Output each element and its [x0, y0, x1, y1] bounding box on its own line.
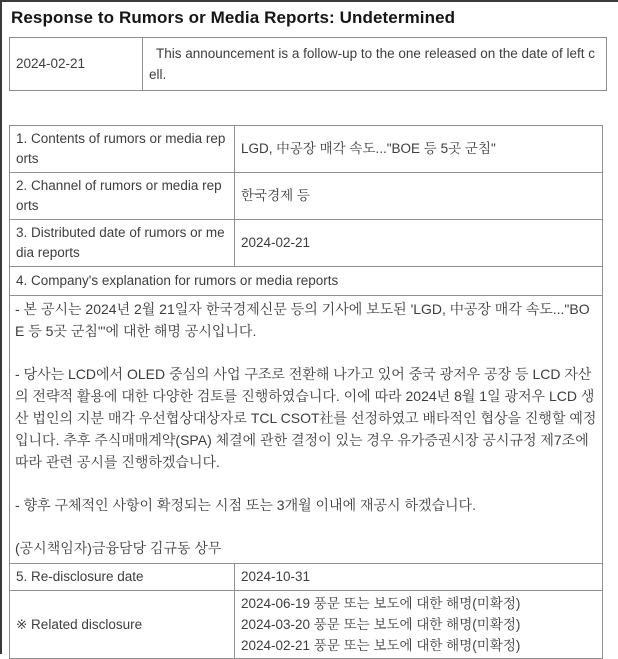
- table-row: [10, 38, 607, 91]
- table-row: [10, 591, 603, 659]
- disclosure-detail-table: [9, 125, 603, 659]
- table-row: [10, 173, 603, 220]
- row-label-channel: 2. Channel of rumors or media reports: [10, 173, 235, 220]
- row-value-re-disclosure-date: 2024-10-31: [235, 564, 603, 591]
- announcement-note-cell: This announcement is a follow-up to the one released on the date of left cell.: [143, 38, 607, 91]
- related-disclosure-item: 2024-02-21 풍문 또는 보도에 대한 해명(미확정): [241, 638, 521, 653]
- table-row: [10, 564, 603, 591]
- table-row: [10, 267, 603, 296]
- announcement-header-table: [9, 37, 607, 91]
- announcement-date-cell: 2024-02-21: [10, 38, 143, 91]
- row-label-re-disclosure-date: 5. Re-disclosure date: [10, 564, 235, 591]
- row-value-related-disclosure: [235, 591, 603, 659]
- related-disclosure-item: 2024-06-19 풍문 또는 보도에 대한 해명(미확정): [241, 596, 521, 611]
- row-label-related-disclosure: ※ Related disclosure: [10, 591, 235, 659]
- row-value-contents: LGD, 中공장 매각 속도..."BOE 등 5곳 군침": [235, 126, 603, 173]
- row-value-channel: 한국경제 등: [235, 173, 603, 220]
- explanation-body-cell: [10, 296, 603, 564]
- table-row: [10, 296, 603, 564]
- disclosure-officer-line: (공시책임자)금융담당 김규동 상무: [15, 540, 222, 556]
- disclosure-document: [2, 2, 618, 659]
- row-label-contents: 1. Contents of rumors or media reports: [10, 126, 235, 173]
- row-label-distributed-date: 3. Distributed date of rumors or media reports: [10, 220, 235, 267]
- page-title: Response to Rumors or Media Reports: Undetermined: [11, 8, 456, 27]
- explanation-header-cell: 4. Company's explanation for rumors or media reports: [10, 267, 603, 296]
- row-value-distributed-date: 2024-02-21: [235, 220, 603, 267]
- explanation-paragraph: - 본 공시는 2024년 2월 21일자 한국경제신문 등의 기사에 보도된 'LGD, 中공장 매각 속도..."BOE 등 5곳 군침"'에 대한 해명 공시입니다.: [15, 301, 590, 339]
- explanation-paragraph: - 향후 구체적인 사항이 확정되는 시점 또는 3개월 이내에 재공시 하겠습니다.: [15, 497, 476, 513]
- related-disclosure-item: 2024-03-20 풍문 또는 보도에 대한 해명(미확정): [241, 617, 521, 632]
- table-row: [10, 220, 603, 267]
- table-row: [10, 126, 603, 173]
- explanation-paragraph: - 당사는 LCD에서 OLED 중심의 사업 구조로 전환해 나가고 있어 중국 광저우 공장 등 LCD 자산의 전략적 활용에 대한 다양한 검토를 진행하였습니다. 이에 따라 2024년 8월 1일 광저우 LCD 생산 법인의 지분 매각 우선협상대상자로 TCL CSOT社를 선정하였고 배타적인 협상을 진행할 예정입니다. 추후 주식매매계약(SPA) 체결에 관한 결정이 있는 경우 유가증권시장 공시규정 제7조에 따라 관련 공시를 진행하겠습니다.: [15, 366, 597, 470]
